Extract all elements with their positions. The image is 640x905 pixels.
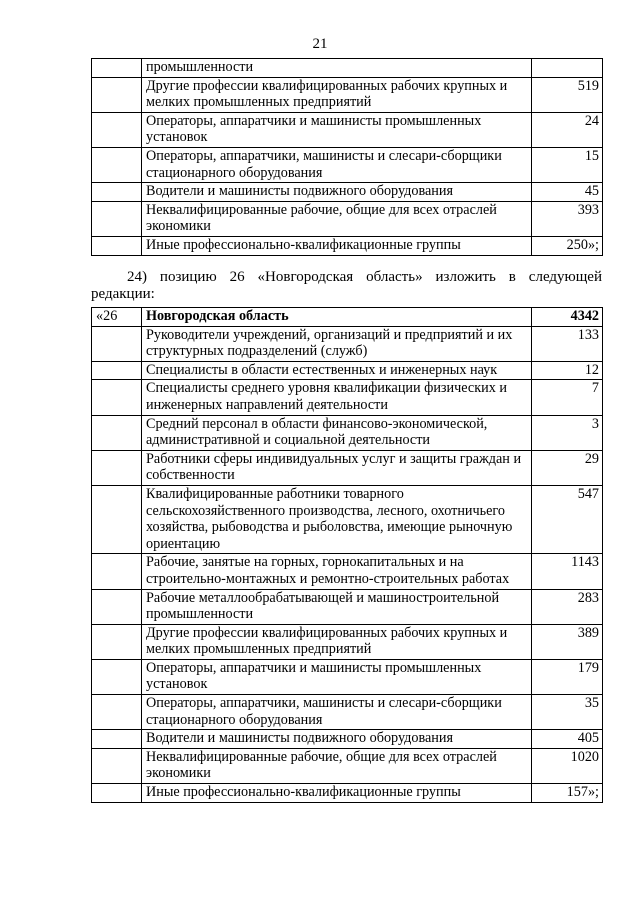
row-name: Специалисты в области естественных и инженерных наук <box>142 361 532 380</box>
row-code <box>92 450 142 485</box>
table-row <box>92 748 603 783</box>
row-value: 29 <box>532 450 603 485</box>
table-row <box>92 624 603 659</box>
row-value <box>532 59 603 78</box>
row-code <box>92 730 142 749</box>
row-code <box>92 659 142 694</box>
table-row <box>92 450 603 485</box>
row-value: 12 <box>532 361 603 380</box>
row-code <box>92 624 142 659</box>
row-code <box>92 326 142 361</box>
row-name: Средний персонал в области финансово-экономической, административной и социальной деятельности <box>142 415 532 450</box>
row-code <box>92 380 142 415</box>
row-value: 157»; <box>532 784 603 803</box>
table-row <box>92 183 603 202</box>
row-name: Неквалифицированные рабочие, общие для всех отраслей экономики <box>142 201 532 236</box>
row-value: 283 <box>532 589 603 624</box>
row-name: Новгородская область <box>142 308 532 327</box>
row-code <box>92 147 142 182</box>
table-row <box>92 147 603 182</box>
row-name: Другие профессии квалифицированных рабочих крупных и мелких промышленных предприятий <box>142 624 532 659</box>
row-code <box>92 183 142 202</box>
row-name: Руководители учреждений, организаций и предприятий и их структурных подразделений (служб) <box>142 326 532 361</box>
row-code <box>92 784 142 803</box>
row-code <box>92 485 142 553</box>
row-code <box>92 236 142 255</box>
row-code <box>92 695 142 730</box>
table-row <box>92 326 603 361</box>
row-value: 7 <box>532 380 603 415</box>
table-row <box>92 589 603 624</box>
table-row <box>92 415 603 450</box>
row-name: Операторы, аппаратчики и машинисты промышленных установок <box>142 659 532 694</box>
table-row <box>92 659 603 694</box>
table-row <box>92 361 603 380</box>
row-name: Рабочие металлообрабатывающей и машиностроительной промышленности <box>142 589 532 624</box>
amendment-paragraph <box>91 269 602 303</box>
row-name: Иные профессионально-квалификационные группы <box>142 784 532 803</box>
row-name: Квалифицированные работники товарного сельскохозяйственного производства, лесного, охотничьего хозяйства, рыбоводства и рыболовства, имеющие рыночную ориентацию <box>142 485 532 553</box>
row-value: 15 <box>532 147 603 182</box>
row-value: 4342 <box>532 308 603 327</box>
paragraph-line-1: 24) позицию 26 «Новгородская область» изложить в следующей <box>127 269 602 285</box>
row-value: 519 <box>532 77 603 112</box>
row-code <box>92 59 142 78</box>
row-value: 179 <box>532 659 603 694</box>
row-code <box>92 554 142 589</box>
row-code <box>92 415 142 450</box>
table-row <box>92 308 603 327</box>
table-row <box>92 236 603 255</box>
row-name: Работники сферы индивидуальных услуг и защиты граждан и собственности <box>142 450 532 485</box>
table-row <box>92 485 603 553</box>
table-row <box>92 201 603 236</box>
row-code <box>92 748 142 783</box>
row-name: Другие профессии квалифицированных рабочих крупных и мелких промышленных предприятий <box>142 77 532 112</box>
row-name: Иные профессионально-квалификационные группы <box>142 236 532 255</box>
row-name: Водители и машинисты подвижного оборудования <box>142 183 532 202</box>
row-value: 1020 <box>532 748 603 783</box>
row-code <box>92 589 142 624</box>
row-value: 45 <box>532 183 603 202</box>
row-value: 547 <box>532 485 603 553</box>
table-row <box>92 77 603 112</box>
paragraph-line-2: редакции: <box>91 286 155 302</box>
row-name: Операторы, аппаратчики, машинисты и слесари-сборщики стационарного оборудования <box>142 695 532 730</box>
table-row <box>92 784 603 803</box>
row-code <box>92 201 142 236</box>
table-row <box>92 380 603 415</box>
row-code <box>92 77 142 112</box>
page-number: 21 <box>312 36 328 52</box>
row-name: Специалисты среднего уровня квалификации физических и инженерных направлений деятельности <box>142 380 532 415</box>
table-row <box>92 730 603 749</box>
row-code <box>92 361 142 380</box>
table-row <box>92 59 603 78</box>
row-value: 250»; <box>532 236 603 255</box>
row-name: Операторы, аппаратчики, машинисты и слесари-сборщики стационарного оборудования <box>142 147 532 182</box>
row-value: 1143 <box>532 554 603 589</box>
row-name: промышленности <box>142 59 532 78</box>
table-bottom <box>91 307 603 803</box>
row-value: 389 <box>532 624 603 659</box>
row-value: 3 <box>532 415 603 450</box>
row-code <box>92 112 142 147</box>
row-value: 393 <box>532 201 603 236</box>
row-name: Водители и машинисты подвижного оборудования <box>142 730 532 749</box>
row-code: «26 <box>92 308 142 327</box>
row-value: 405 <box>532 730 603 749</box>
row-name: Неквалифицированные рабочие, общие для всех отраслей экономики <box>142 748 532 783</box>
row-value: 133 <box>532 326 603 361</box>
row-value: 24 <box>532 112 603 147</box>
row-value: 35 <box>532 695 603 730</box>
table-row <box>92 695 603 730</box>
table-row <box>92 554 603 589</box>
table-top <box>91 58 603 256</box>
table-row <box>92 112 603 147</box>
row-name: Рабочие, занятые на горных, горнокапитальных и на строительно-монтажных и ремонтно-строительных работах <box>142 554 532 589</box>
row-name: Операторы, аппаратчики и машинисты промышленных установок <box>142 112 532 147</box>
